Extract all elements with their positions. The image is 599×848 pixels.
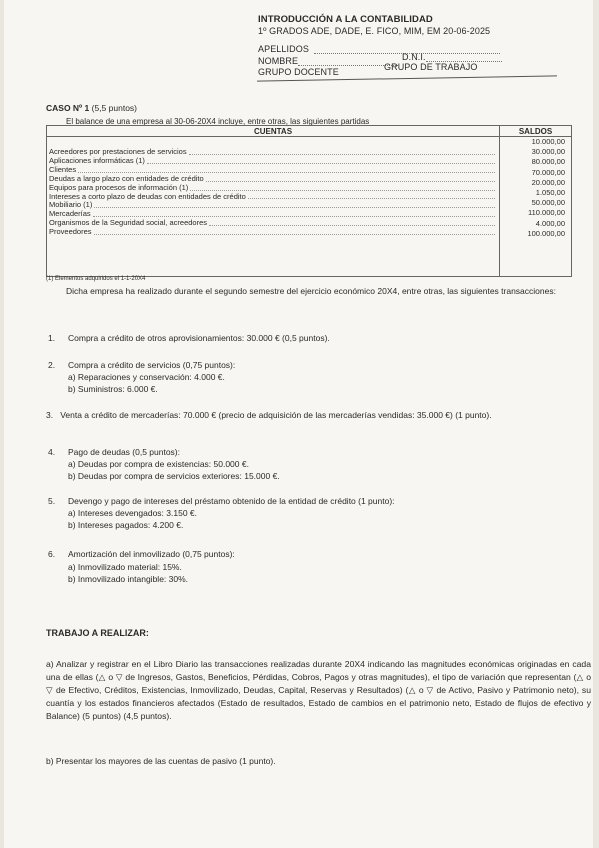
transaction-3: 3. Venta a crédito de mercaderías: 70.000 € (precio de adquisición de las mercaderías vendidas: 35.000 €) (1 punto). [46,410,492,420]
work-item-a: a) Analizar y registrar en el Libro Diario las transacciones realizadas durante 20X4 indicando las magnitudes económicas originadas en cada una de ellas (△ o ▽ de Ingresos, Gastos, Beneficios, Pérdidas, Cobros, Pagos y otras magnitudes), el tipo de variación que representan (△ o ▽ de Efectivo, Créditos, Existencias, Inmovilizado, Deudas, Capital, Reservas y Resultados) (△ o ▽ de Activo, Pasivo y Patrimonio neto), su cuantía y los estados financieros afectados (Estado de resultados, Estado de cambios en el patrimonio neto, Estado de flujos de efectivo y Balance) (5 puntos) (4,5 puntos). [46,659,591,721]
transaction-number: 5. [48,496,56,506]
transaction-5: Devengo y pago de intereses del préstamo obtenido de la entidad de crédito (1 punto): [68,496,395,506]
balance-value: 30.000,00 [531,147,565,157]
transaction-2b: b) Suministros: 6.000 €. [68,384,158,394]
balance-value: 50.000,00 [531,198,565,208]
account-row: Acreedores por prestaciones de servicios [49,148,497,157]
accounts-cell [47,137,500,277]
transaction-6a: a) Inmovilizado material: 15%. [68,562,182,572]
transaction-4a: a) Deudas por compra de existencias: 50.000 €. [68,459,249,469]
balance-value: 4.000,00 [535,218,565,228]
account-row: Mercaderías [49,210,497,219]
case-points: (5,5 puntos) [91,103,138,113]
nombre-label: NOMBRE [258,56,299,66]
account-row: Mobiliario (1) [49,201,497,210]
balance-value: 70.000,00 [531,167,565,177]
transaction-number: 2. [48,360,56,370]
table-footnote: (1) Elementos adquiridos el 1-1-20X4 [46,276,146,282]
balance-value: 80.000,00 [531,157,565,167]
balance-value: 100.000,00 [527,228,565,238]
transaction-4b: b) Deudas por compra de servicios exteriores: 15.000 €. [68,471,280,481]
balance-value: 1.050,00 [535,188,565,198]
transaction-number: 6. [48,549,56,559]
balances-cell [500,137,572,277]
transaction-1: Compra a crédito de otros aprovisionamientos: 30.000 € (0,5 puntos). [68,333,330,343]
dni-field[interactable] [426,53,502,62]
transaction-number: 1. [48,333,56,343]
balance-value: 20.000,00 [531,177,565,187]
transaction-6: Amortización del inmovilizado (0,75 puntos): [68,549,235,559]
account-row: Intereses a corto plazo de deudas con entidades de crédito [49,193,497,202]
transaction-5a: a) Intereses devengados: 3.150 €. [68,508,198,518]
apellidos-label: APELLIDOS [258,44,309,54]
col-saldos: SALDOS [500,126,572,137]
work-item-b: b) Presentar los mayores de las cuentas de pasivo (1 punto). [46,756,276,766]
course-subtitle: 1º GRADOS ADE, DADE, E. FICO, MIM, EM 20-06-2025 [258,26,491,36]
transactions-intro: Dicha empresa ha realizado durante el segundo semestre del ejercicio económico 20X4, entre otras, las siguientes transacciones: [66,286,556,296]
account-row: Organismos de la Seguridad social, acreedores [49,219,497,228]
transaction-2: Compra a crédito de servicios (0,75 puntos): [68,360,236,370]
account-row: Deudas a largo plazo con entidades de crédito [49,175,497,184]
transaction-number: 4. [48,447,56,457]
work-heading: TRABAJO A REALIZAR: [46,628,149,638]
account-row: Clientes [49,166,497,175]
transaction-5b: b) Intereses pagados: 4.200 €. [68,520,184,530]
grupo-docente-label: GRUPO DOCENTE [258,67,339,77]
account-row: Equipos para procesos de información (1) [49,184,497,193]
transaction-6b: b) Inmovilizado intangible: 30%. [68,574,189,584]
balance-table [46,125,572,277]
balance-value: 110.000,00 [528,208,565,218]
case-label: CASO Nº 1 [46,103,90,113]
account-row: Aplicaciones informáticas (1) [49,157,497,166]
transaction-2a: a) Reparaciones y conservación: 4.000 €. [68,372,225,382]
balance-value: 10.000,00 [531,137,565,146]
exam-sheet [4,0,593,848]
transaction-4: Pago de deudas (0,5 puntos): [68,447,180,457]
nombre-field[interactable] [298,57,398,66]
dni-label: D.N.I. [402,52,426,62]
grupo-trabajo-label: GRUPO DE TRABAJO [384,62,478,72]
case-heading [46,103,137,113]
account-row: Proveedores [49,228,497,237]
balance-intro: El balance de una empresa al 30-06-20X4 incluye, entre otras, las siguientes partidas [66,117,370,126]
course-title: INTRODUCCIÓN A LA CONTABILIDAD [258,14,433,25]
col-cuentas: CUENTAS [47,126,500,137]
